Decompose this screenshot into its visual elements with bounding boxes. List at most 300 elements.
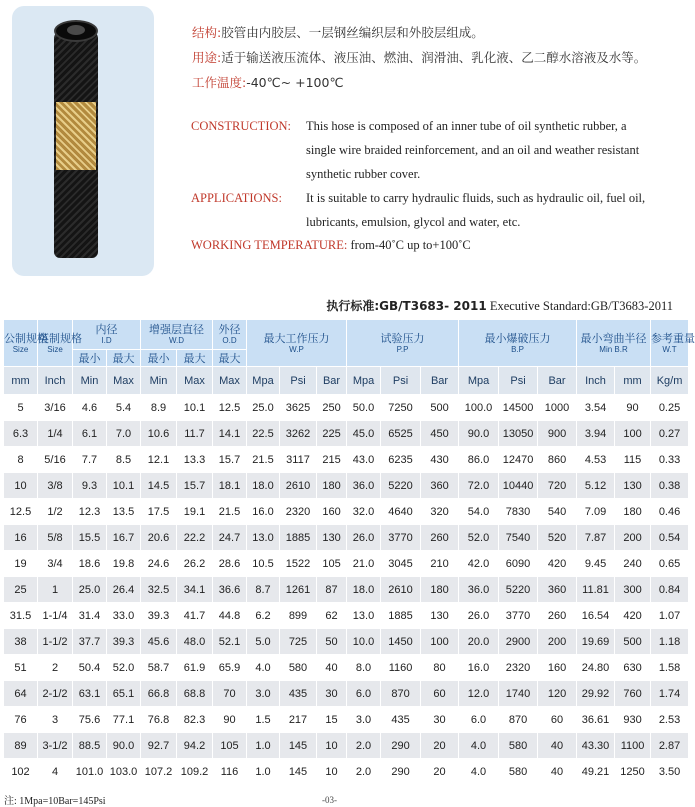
table-cell: 500 xyxy=(421,395,458,420)
table-cell: 58.7 xyxy=(141,655,176,680)
table-cell: 3770 xyxy=(381,525,420,550)
table-cell: 100 xyxy=(421,629,458,654)
table-cell: 1/2 xyxy=(38,499,72,524)
table-cell: 11.81 xyxy=(577,577,614,602)
table-cell: 89 xyxy=(4,733,37,758)
table-cell: 4.6 xyxy=(73,395,106,420)
table-row xyxy=(4,421,688,446)
table-cell: 45.6 xyxy=(141,629,176,654)
table-cell: 130 xyxy=(421,603,458,628)
table-cell: 43.30 xyxy=(577,733,614,758)
table-cell: 360 xyxy=(421,473,458,498)
table-cell: 92.7 xyxy=(141,733,176,758)
table-cell: 16.7 xyxy=(107,525,140,550)
header-tp xyxy=(347,320,458,366)
table-cell: 1.74 xyxy=(651,681,688,706)
table-cell: 50.0 xyxy=(347,395,380,420)
header-id xyxy=(73,320,140,349)
unit-header: mm xyxy=(4,367,37,394)
table-cell: 24.6 xyxy=(141,551,176,576)
table-row xyxy=(4,577,688,602)
table-cell: 44.8 xyxy=(213,603,246,628)
table-cell: 1-1/4 xyxy=(38,603,72,628)
table-cell: 4.53 xyxy=(577,447,614,472)
header-wd-en: W.D xyxy=(168,336,185,345)
table-cell: 860 xyxy=(538,447,576,472)
table-row xyxy=(4,499,688,524)
table-cell: 18.6 xyxy=(73,551,106,576)
table-cell: 760 xyxy=(615,681,650,706)
table-cell: 630 xyxy=(615,655,650,680)
table-cell: 42.0 xyxy=(459,551,498,576)
table-cell: 500 xyxy=(615,629,650,654)
table-cell: 6525 xyxy=(381,421,420,446)
table-cell: 1885 xyxy=(280,525,316,550)
header-od xyxy=(213,320,246,349)
table-cell: 3117 xyxy=(280,447,316,472)
table-cell: 3/4 xyxy=(38,551,72,576)
table-cell: 3-1/2 xyxy=(38,733,72,758)
table-cell: 115 xyxy=(615,447,650,472)
table-cell: 1.58 xyxy=(651,655,688,680)
table-cell: 15.7 xyxy=(177,473,212,498)
table-cell: 54.0 xyxy=(459,499,498,524)
table-cell: 7.0 xyxy=(107,421,140,446)
header-bp xyxy=(459,320,576,366)
table-cell: 19.1 xyxy=(177,499,212,524)
unit-header: Mpa xyxy=(347,367,380,394)
table-cell: 2 xyxy=(38,655,72,680)
table-cell: 63.1 xyxy=(73,681,106,706)
unit-header: Mpa xyxy=(459,367,498,394)
unit-header: Inch xyxy=(577,367,614,394)
en-construction-label: CONSTRUCTION: xyxy=(191,119,292,133)
table-cell: 10 xyxy=(317,733,346,758)
table-cell: 94.2 xyxy=(177,733,212,758)
unit-note: 注: 1Mpa=10Bar=145Psi xyxy=(4,796,106,807)
table-cell: 65.1 xyxy=(107,681,140,706)
header-wp-en: W.P xyxy=(289,344,304,354)
table-cell: 725 xyxy=(280,629,316,654)
table-cell: 12.0 xyxy=(459,681,498,706)
table-header-row xyxy=(4,320,688,349)
table-cell: 1522 xyxy=(280,551,316,576)
table-cell: 12.5 xyxy=(213,395,246,420)
unit-header: Psi xyxy=(381,367,420,394)
table-cell: 70 xyxy=(213,681,246,706)
table-cell: 1/4 xyxy=(38,421,72,446)
en-applications-line-1: It is suitable to carry hydraulic fluids, such as hydraulic oil, fuel oil, xyxy=(306,191,646,205)
table-cell: 39.3 xyxy=(141,603,176,628)
table-cell: 200 xyxy=(615,525,650,550)
table-cell: 30 xyxy=(421,707,458,732)
table-body xyxy=(4,395,688,784)
table-cell: 10440 xyxy=(499,473,537,498)
table-cell: 82.3 xyxy=(177,707,212,732)
table-cell: 22.5 xyxy=(247,421,279,446)
table-cell: 13.5 xyxy=(107,499,140,524)
table-cell: 116 xyxy=(213,759,246,784)
table-cell: 33.0 xyxy=(107,603,140,628)
table-cell: 215 xyxy=(317,447,346,472)
table-cell: 320 xyxy=(421,499,458,524)
table-cell: 21.0 xyxy=(347,551,380,576)
table-cell: 360 xyxy=(538,577,576,602)
table-cell: 4.0 xyxy=(459,759,498,784)
table-cell: 1 xyxy=(38,577,72,602)
cn-construction-label: 结构: xyxy=(192,25,222,40)
table-row xyxy=(4,395,688,420)
table-cell: 24.80 xyxy=(577,655,614,680)
table-cell: 109.2 xyxy=(177,759,212,784)
table-cell: 3045 xyxy=(381,551,420,576)
table-cell: 90 xyxy=(615,395,650,420)
table-cell: 41.7 xyxy=(177,603,212,628)
table-cell: 0.33 xyxy=(651,447,688,472)
table-cell: 10.0 xyxy=(347,629,380,654)
header-size-cn: 公制规格 xyxy=(4,332,48,345)
table-cell: 61.9 xyxy=(177,655,212,680)
table-cell: 720 xyxy=(538,473,576,498)
table-cell: 40 xyxy=(317,655,346,680)
table-cell: 40 xyxy=(538,733,576,758)
table-cell: 10.1 xyxy=(177,395,212,420)
table-cell: 4 xyxy=(38,759,72,784)
table-cell: 102 xyxy=(4,759,37,784)
table-row xyxy=(4,733,688,758)
table-cell: 105 xyxy=(213,733,246,758)
header-od-max: 最大 xyxy=(213,350,246,366)
table-cell: 2900 xyxy=(499,629,537,654)
table-unit-row xyxy=(4,367,688,394)
en-temp-text: from-40˚C up to+100˚C xyxy=(350,238,471,252)
table-cell: 13.0 xyxy=(247,525,279,550)
table-cell: 130 xyxy=(317,525,346,550)
en-construction-line-3: synthetic rubber cover. xyxy=(306,167,421,181)
table-row xyxy=(4,655,688,680)
table-cell: 6090 xyxy=(499,551,537,576)
table-cell: 10 xyxy=(317,759,346,784)
table-cell: 37.7 xyxy=(73,629,106,654)
header-size-en: Size xyxy=(12,344,29,354)
header-wp-cn: 最大工作压力 xyxy=(263,332,330,345)
table-cell: 19.69 xyxy=(577,629,614,654)
table-cell: 24.7 xyxy=(213,525,246,550)
table-cell: 14500 xyxy=(499,395,537,420)
table-cell: 0.84 xyxy=(651,577,688,602)
table-cell: 18.1 xyxy=(213,473,246,498)
header-br xyxy=(577,320,650,366)
table-cell: 1.18 xyxy=(651,629,688,654)
table-cell: 0.65 xyxy=(651,551,688,576)
header-br-en: Min B.R xyxy=(599,344,628,354)
table-cell: 2320 xyxy=(499,655,537,680)
table-cell: 450 xyxy=(421,421,458,446)
table-cell: 1261 xyxy=(280,577,316,602)
table-cell: 12.5 xyxy=(4,499,37,524)
header-id-max: 最大 xyxy=(107,350,140,366)
table-cell: 430 xyxy=(421,447,458,472)
header-dash-cn: 英制规格 xyxy=(38,332,82,345)
table-cell: 15 xyxy=(317,707,346,732)
unit-header: Max xyxy=(107,367,140,394)
table-cell: 31.5 xyxy=(4,603,37,628)
table-cell: 75.6 xyxy=(73,707,106,732)
en-temp-label: WORKING TEMPERATURE: xyxy=(191,238,348,252)
table-cell: 1250 xyxy=(615,759,650,784)
table-cell: 16.54 xyxy=(577,603,614,628)
table-cell: 870 xyxy=(499,707,537,732)
standard-en: Executive Standard:GB/T3683-2011 xyxy=(489,299,673,313)
table-cell: 8 xyxy=(4,447,37,472)
table-cell: 9.45 xyxy=(577,551,614,576)
table-cell: 1.0 xyxy=(247,759,279,784)
unit-header: Max xyxy=(213,367,246,394)
table-cell: 3.94 xyxy=(577,421,614,446)
table-row xyxy=(4,759,688,784)
table-cell: 26.2 xyxy=(177,551,212,576)
table-cell: 76 xyxy=(4,707,37,732)
table-cell: 3.0 xyxy=(347,707,380,732)
table-cell: 26.0 xyxy=(459,603,498,628)
table-cell: 7.87 xyxy=(577,525,614,550)
header-id-cn: 内径 xyxy=(95,324,118,336)
table-cell: 15.7 xyxy=(213,447,246,472)
table-cell: 870 xyxy=(381,681,420,706)
table-cell: 2320 xyxy=(280,499,316,524)
table-cell: 580 xyxy=(499,759,537,784)
table-cell: 5 xyxy=(4,395,37,420)
table-cell: 49.21 xyxy=(577,759,614,784)
table-cell: 1885 xyxy=(381,603,420,628)
table-cell: 20.0 xyxy=(459,629,498,654)
table-cell: 0.25 xyxy=(651,395,688,420)
table-cell: 65.9 xyxy=(213,655,246,680)
table-cell: 26.4 xyxy=(107,577,140,602)
table-cell: 30 xyxy=(317,681,346,706)
cn-usage-label: 用途: xyxy=(192,50,222,65)
header-wd-cn: 增强层直径 xyxy=(149,324,204,336)
table-cell: 72.0 xyxy=(459,473,498,498)
table-cell: 260 xyxy=(421,525,458,550)
header-tp-cn: 试验压力 xyxy=(380,332,425,345)
table-cell: 1.07 xyxy=(651,603,688,628)
en-applications-line-2: lubricants, emulsion, glycol and water, etc. xyxy=(306,215,521,229)
table-cell: 930 xyxy=(615,707,650,732)
table-cell: 39.3 xyxy=(107,629,140,654)
table-cell: 160 xyxy=(317,499,346,524)
table-cell: 4.0 xyxy=(459,733,498,758)
table-cell: 16 xyxy=(4,525,37,550)
table-cell: 7.7 xyxy=(73,447,106,472)
unit-header: Bar xyxy=(538,367,576,394)
table-cell: 29.92 xyxy=(577,681,614,706)
table-cell: 145 xyxy=(280,759,316,784)
unit-header: Psi xyxy=(499,367,537,394)
table-cell: 87 xyxy=(317,577,346,602)
table-cell: 45.0 xyxy=(347,421,380,446)
spec-table xyxy=(3,319,695,785)
table-cell: 52.1 xyxy=(213,629,246,654)
table-cell: 36.6 xyxy=(213,577,246,602)
table-cell: 5.0 xyxy=(247,629,279,654)
table-cell: 20 xyxy=(421,733,458,758)
table-cell: 2610 xyxy=(280,473,316,498)
table-cell: 3770 xyxy=(499,603,537,628)
table-cell: 420 xyxy=(538,551,576,576)
table-cell: 16.0 xyxy=(247,499,279,524)
header-wt-cn: 参考重量 xyxy=(651,332,695,345)
table-cell: 10.5 xyxy=(247,551,279,576)
table-cell: 100 xyxy=(615,421,650,446)
table-cell: 107.2 xyxy=(141,759,176,784)
table-cell: 6.0 xyxy=(459,707,498,732)
en-temperature xyxy=(191,238,471,253)
cn-temperature xyxy=(192,73,344,91)
table-cell: 2.53 xyxy=(651,707,688,732)
cn-temp-text: -40℃~ +100℃ xyxy=(246,75,344,90)
en-applications-label: APPLICATIONS: xyxy=(191,191,282,205)
table-cell: 1160 xyxy=(381,655,420,680)
unit-header: Mpa xyxy=(247,367,279,394)
table-cell: 20 xyxy=(421,759,458,784)
table-cell: 7830 xyxy=(499,499,537,524)
table-cell: 25 xyxy=(4,577,37,602)
table-cell: 0.54 xyxy=(651,525,688,550)
table-cell: 62 xyxy=(317,603,346,628)
table-cell: 80 xyxy=(421,655,458,680)
table-cell: 51 xyxy=(4,655,37,680)
table-cell: 5/16 xyxy=(38,447,72,472)
table-cell: 217 xyxy=(280,707,316,732)
table-cell: 25.0 xyxy=(247,395,279,420)
table-cell: 7540 xyxy=(499,525,537,550)
en-construction-label-wrap xyxy=(191,119,291,134)
unit-header: Max xyxy=(177,367,212,394)
product-photo xyxy=(12,6,154,276)
table-cell: 6.1 xyxy=(73,421,106,446)
table-cell: 16.0 xyxy=(459,655,498,680)
header-wd-max: 最大 xyxy=(177,350,212,366)
table-cell: 43.0 xyxy=(347,447,380,472)
table-cell: 290 xyxy=(381,733,420,758)
table-cell: 52.0 xyxy=(459,525,498,550)
header-bp-cn: 最小爆破压力 xyxy=(484,332,551,345)
unit-header: Bar xyxy=(317,367,346,394)
table-cell: 21.5 xyxy=(247,447,279,472)
table-cell: 60 xyxy=(538,707,576,732)
table-cell: 250 xyxy=(317,395,346,420)
table-cell: 8.7 xyxy=(247,577,279,602)
table-cell: 34.1 xyxy=(177,577,212,602)
table-cell: 36.0 xyxy=(459,577,498,602)
hose-steel-braid xyxy=(56,102,96,170)
table-cell: 10.6 xyxy=(141,421,176,446)
table-cell: 13050 xyxy=(499,421,537,446)
table-cell: 90.0 xyxy=(107,733,140,758)
en-construction-line-1: This hose is composed of an inner tube of oil synthetic rubber, a xyxy=(306,119,627,133)
table-cell: 899 xyxy=(280,603,316,628)
table-cell: 10 xyxy=(4,473,37,498)
unit-header: Min xyxy=(73,367,106,394)
table-cell: 3.54 xyxy=(577,395,614,420)
table-cell: 19.8 xyxy=(107,551,140,576)
table-cell: 2-1/2 xyxy=(38,681,72,706)
table-cell: 52.0 xyxy=(107,655,140,680)
table-cell: 31.4 xyxy=(73,603,106,628)
table-cell: 120 xyxy=(538,681,576,706)
table-cell: 2.87 xyxy=(651,733,688,758)
table-cell: 435 xyxy=(381,707,420,732)
table-cell: 103.0 xyxy=(107,759,140,784)
table-cell: 22.2 xyxy=(177,525,212,550)
table-cell: 60 xyxy=(421,681,458,706)
cn-construction-text: 胶管由内胶层、一层钢丝编织层和外胶层组成。 xyxy=(221,25,484,40)
table-row xyxy=(4,629,688,654)
standard-cn: 执行标准:GB/T3683- 2011 xyxy=(326,299,487,313)
table-cell: 5220 xyxy=(381,473,420,498)
table-cell: 5220 xyxy=(499,577,537,602)
header-wd xyxy=(141,320,212,349)
table-cell: 18.0 xyxy=(247,473,279,498)
table-cell: 28.6 xyxy=(213,551,246,576)
table-cell: 26.0 xyxy=(347,525,380,550)
executive-standard xyxy=(326,297,673,314)
table-cell: 15.5 xyxy=(73,525,106,550)
table-row xyxy=(4,473,688,498)
table-cell: 90 xyxy=(213,707,246,732)
table-cell: 0.27 xyxy=(651,421,688,446)
table-row xyxy=(4,551,688,576)
table-cell: 200 xyxy=(538,629,576,654)
table-cell: 3 xyxy=(38,707,72,732)
en-construction-line-2: single wire braided reinforcement, and an oil and weather resistant xyxy=(306,143,640,157)
table-cell: 5/8 xyxy=(38,525,72,550)
table-cell: 88.5 xyxy=(73,733,106,758)
table-cell: 260 xyxy=(538,603,576,628)
table-cell: 180 xyxy=(615,499,650,524)
header-bp-en: B.P xyxy=(511,344,524,354)
table-cell: 8.0 xyxy=(347,655,380,680)
header-od-cn: 外径 xyxy=(218,324,241,336)
table-cell: 900 xyxy=(538,421,576,446)
table-cell: 7.09 xyxy=(577,499,614,524)
header-size xyxy=(4,320,48,366)
table-cell: 66.8 xyxy=(141,681,176,706)
table-cell: 300 xyxy=(615,577,650,602)
table-cell: 14.5 xyxy=(141,473,176,498)
table-cell: 12470 xyxy=(499,447,537,472)
table-cell: 68.8 xyxy=(177,681,212,706)
table-cell: 420 xyxy=(615,603,650,628)
table-cell: 1.0 xyxy=(247,733,279,758)
header-dash xyxy=(38,320,82,366)
table-cell: 520 xyxy=(538,525,576,550)
table-cell: 19 xyxy=(4,551,37,576)
table-cell: 1.5 xyxy=(247,707,279,732)
table-cell: 48.0 xyxy=(177,629,212,654)
table-cell: 8.5 xyxy=(107,447,140,472)
header-id-min: 最小 xyxy=(73,350,106,366)
table-cell: 3/16 xyxy=(38,395,72,420)
cn-temp-label: 工作温度: xyxy=(192,75,247,90)
table-cell: 36.61 xyxy=(577,707,614,732)
table-row xyxy=(4,681,688,706)
table-cell: 6.3 xyxy=(4,421,37,446)
table-cell: 101.0 xyxy=(73,759,106,784)
table-cell: 12.1 xyxy=(141,447,176,472)
en-applications-label-wrap xyxy=(191,191,282,206)
